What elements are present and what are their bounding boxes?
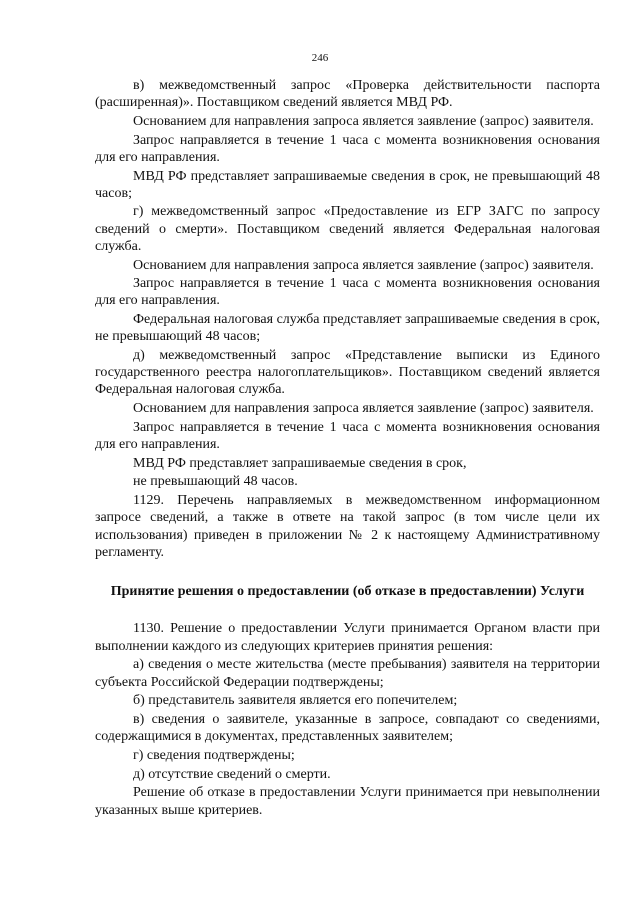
paragraph: Федеральная налоговая служба представляет запрашиваемые сведения в срок, не превышающий 48 часов; (95, 312, 600, 345)
paragraph: д) межведомственный запрос «Представление выписки из Единого государственного реестра налогоплательщиков». Поставщиком сведений является Федеральная налоговая служба. (95, 348, 600, 398)
paragraph: Основанием для направления запроса является заявление (запрос) заявителя. (133, 257, 594, 273)
paragraph: а) сведения о месте жительства (месте пребывания) заявителя на территории субъекта Российской Федерации подтверждены; (95, 657, 600, 690)
top-paragraphs (95, 77, 600, 561)
paragraph: Запрос направляется в течение 1 часа с момента возникновения основания для его направления. (95, 276, 600, 309)
paragraph: д) отсутствие сведений о смерти. (133, 766, 331, 782)
paragraph: МВД РФ представляет запрашиваемые сведения в срок, не превышающий 48 часов; (95, 168, 600, 201)
paragraph: в) сведения о заявителе, указанные в запросе, совпадают со сведениями, содержащимися в документах, представленных заявителем; (95, 712, 600, 745)
paragraph: б) представитель заявителя является его попечителем; (133, 693, 458, 709)
paragraph: Запрос направляется в течение 1 часа с момента возникновения основания для его направления. (95, 132, 600, 165)
paragraph: Основанием для направления запроса является заявление (запрос) заявителя. (133, 113, 594, 129)
paragraph: г) межведомственный запрос «Предоставление из ЕГР ЗАГС по запросу сведений о смерти». Поставщиком сведений является Федеральная налоговая служба. (95, 204, 600, 254)
paragraph: г) сведения подтверждены; (133, 747, 295, 763)
paragraph: в) межведомственный запрос «Проверка действительности паспорта (расширенная)». Поставщиком сведений является МВД РФ. (95, 78, 600, 111)
page-number: 246 (311, 52, 329, 64)
paragraph: 1130. Решение о предоставлении Услуги принимается Органом власти при выполнении каждого из следующих критериев принятия решения: (95, 621, 600, 654)
bottom-paragraphs (95, 620, 600, 818)
paragraph: Запрос направляется в течение 1 часа с момента возникновения основания для его направления. (95, 419, 600, 453)
paragraph: Решение об отказе в предоставлении Услуги принимается при невыполнении указанных выше критериев. (95, 785, 600, 818)
paragraph: не превышающий 48 часов. (133, 474, 298, 490)
paragraph: МВД РФ представляет запрашиваемые сведения в срок, (133, 455, 467, 471)
document-body (95, 77, 600, 820)
paragraph: 1129. Перечень направляемых в межведомственном информационном запросе сведений, а также в ответе на такой запрос (в том числе цели их использования) приведен в приложении № 2 к настоящему Административному регламенту. (95, 493, 600, 560)
paragraph: Основанием для направления запроса является заявление (запрос) заявителя. (133, 401, 594, 417)
section-heading: Принятие решения о предоставлении (об отказе в предоставлении) Услуги (110, 583, 585, 599)
